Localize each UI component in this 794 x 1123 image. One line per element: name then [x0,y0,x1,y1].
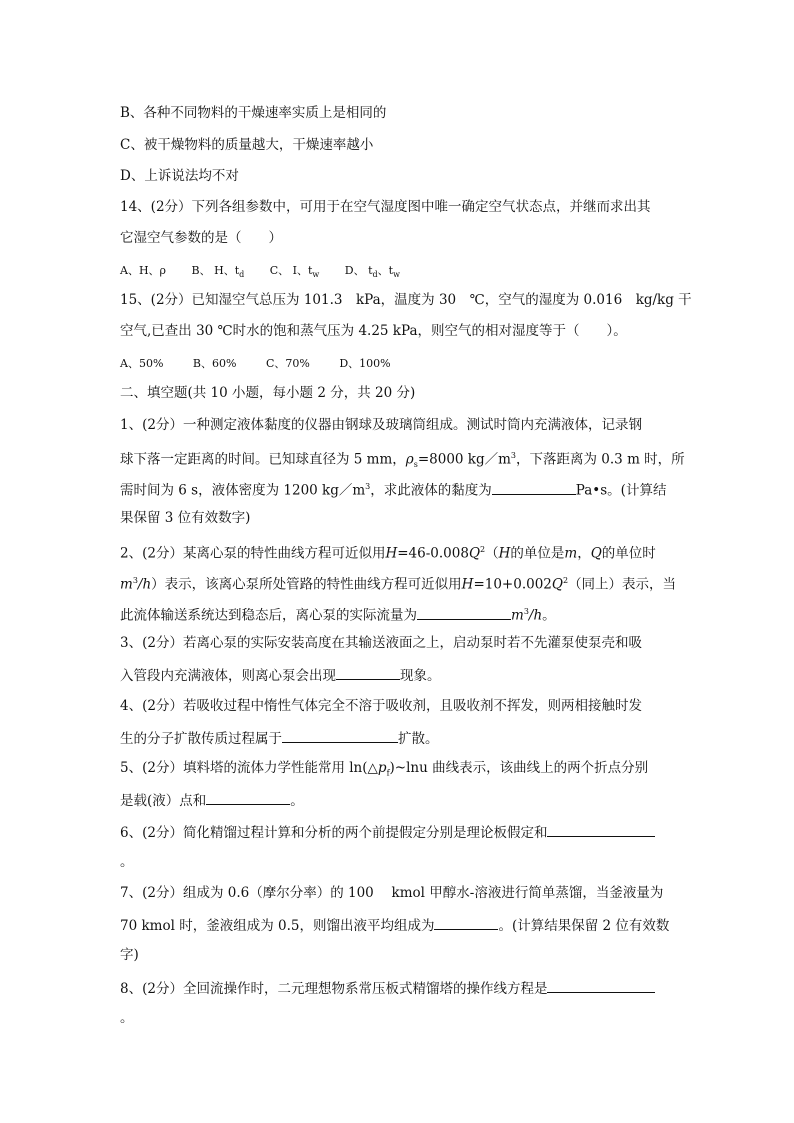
q15-option-c: C、70% [265,357,310,370]
fill-4-line-2: 生的分子扩散传质过程属于 扩散。 [120,728,680,748]
question-15-line-1: 15、(2分）已知湿空气总压为 101.3 kPa，温度为 30 ℃，空气的湿度为 0.016 kg/kg 干 [120,292,692,308]
option-b-text: B、各种不同物料的干燥速率实质上是相同的 [120,105,387,121]
fill-5-answer-blank[interactable] [206,790,290,805]
fill-4-line-1: 4、(2分）若吸收过程中惰性气体完全不溶于吸收剂，且吸收剂不挥发，则两相接触时发 [120,698,642,714]
q15-option-a: A、50% [120,357,164,370]
fill-5-line-2: 是载(液）点和 。 [120,790,680,810]
fill-1-line-2: 球下落一定距离的时间。已知球直径为 5 mm，$\rho_s=8000$ $kg/m^3$，下落距离为 0.3 m 时，所 [120,451,685,470]
fill-3-line-2: 入管段内充满液体，则离心泵会出现 现象。 [120,665,680,685]
fill-3-answer-blank[interactable] [336,665,400,680]
fill-1-line-1: 1、(2分）一种测定液体黏度的仪器由钢球及玻璃筒组成。测试时筒内充满液体，记录钢 [120,417,642,433]
question-14-line-2: 它湿空气参数的是（ ） [120,230,282,246]
fill-8-line-1: 8、(2分）全回流操作时，二元理想物系常压板式精馏塔的操作线方程是 [120,978,680,998]
fill-3-line-1: 3、(2分）若离心泵的实际安装高度在其输送液面之上，启动泵时若不先灌泵使泵壳和吸 [120,635,642,651]
q14-option-a: A、H、ρ [120,264,167,277]
fill-7-line-3: 字) [120,947,139,963]
fill-7-line-2: 70 kmol 时，釜液组成为 0.5，则馏出液平均组成为 。(计算结果保留 2 位有效数 [120,915,680,935]
fill-6-line-2: 。 [120,854,134,870]
question-14-line-1: 14、(2分）下列各组参数中，可用于在空气湿度图中唯一确定空气状态点，并继而求出其 [120,199,651,215]
question-15-line-2: 空气,已查出 30 ℃时水的饱和蒸气压为 4.25 kPa，则空气的相对湿度等于（ ）。 [120,323,627,339]
q15-option-b: B、60% [192,357,237,370]
fill-7-line-1: 7、(2分）组成为 0.6（摩尔分率）的 100 kmol 甲醇水-溶液进行简单蒸馏，当釜液量为 [120,885,664,901]
fill-1-line-3: 需时间为 6 s，液体密度为 1200 $kg/m^3$，求此液体的黏度为 Pa•s。(计算结 [120,478,680,500]
fill-6-answer-blank[interactable] [547,822,655,837]
fill-5-line-1: 5、(2分）填料塔的流体力学性能常用 $\ln(\triangle p_f)\sim\ln u$ 曲线表示，该曲线上的两个折点分别 [120,760,649,778]
fill-2-line-3: 此流体输送系统达到稳态后，离心泵的实际流量为 $m^3/h$。 [120,603,680,625]
question-14-options [120,262,680,284]
q14-option-d: D、 $t_d$、$t_w$ [344,264,400,280]
fill-4-answer-blank[interactable] [282,728,398,743]
fill-2-line-1: 2、(2分）某离心泵的特性曲线方程可近似用$H=46-0.008Q^2(H$的单位是m，Q的单位时 [120,545,656,562]
q14-option-c: C、 I、$t_w$ [269,264,320,280]
section-2-heading: 二、填空题(共 10 小题，每小题 2 分，共 20 分) [120,385,416,401]
fill-1-line-4: 果保留 3 位有效数字) [120,510,251,526]
fill-8-answer-blank[interactable] [547,978,655,993]
question-15-options [120,355,680,373]
option-c-text: C、被干燥物料的质量越大，干燥速率越小 [120,137,374,153]
option-d-text: D、上诉说法均不对 [120,168,239,184]
fill-1-answer-blank[interactable] [492,480,576,495]
fill-7-answer-blank[interactable] [434,915,498,930]
fill-8-line-2: 。 [120,1010,134,1026]
q15-option-d: D、100% [339,357,391,370]
fill-6-line-1: 6、(2分）简化精馏过程计算和分析的两个前提假定分别是理论板假定和 [120,822,680,842]
fill-2-line-2: $m^3/h$）表示，该离心泵所处管路的特性曲线方程可近似用$H=10+0.002Q^2$（同上）表示，当 [120,576,677,593]
fill-2-answer-blank[interactable] [417,605,511,620]
q14-option-b: B、 H、$t_d$ [191,264,245,280]
